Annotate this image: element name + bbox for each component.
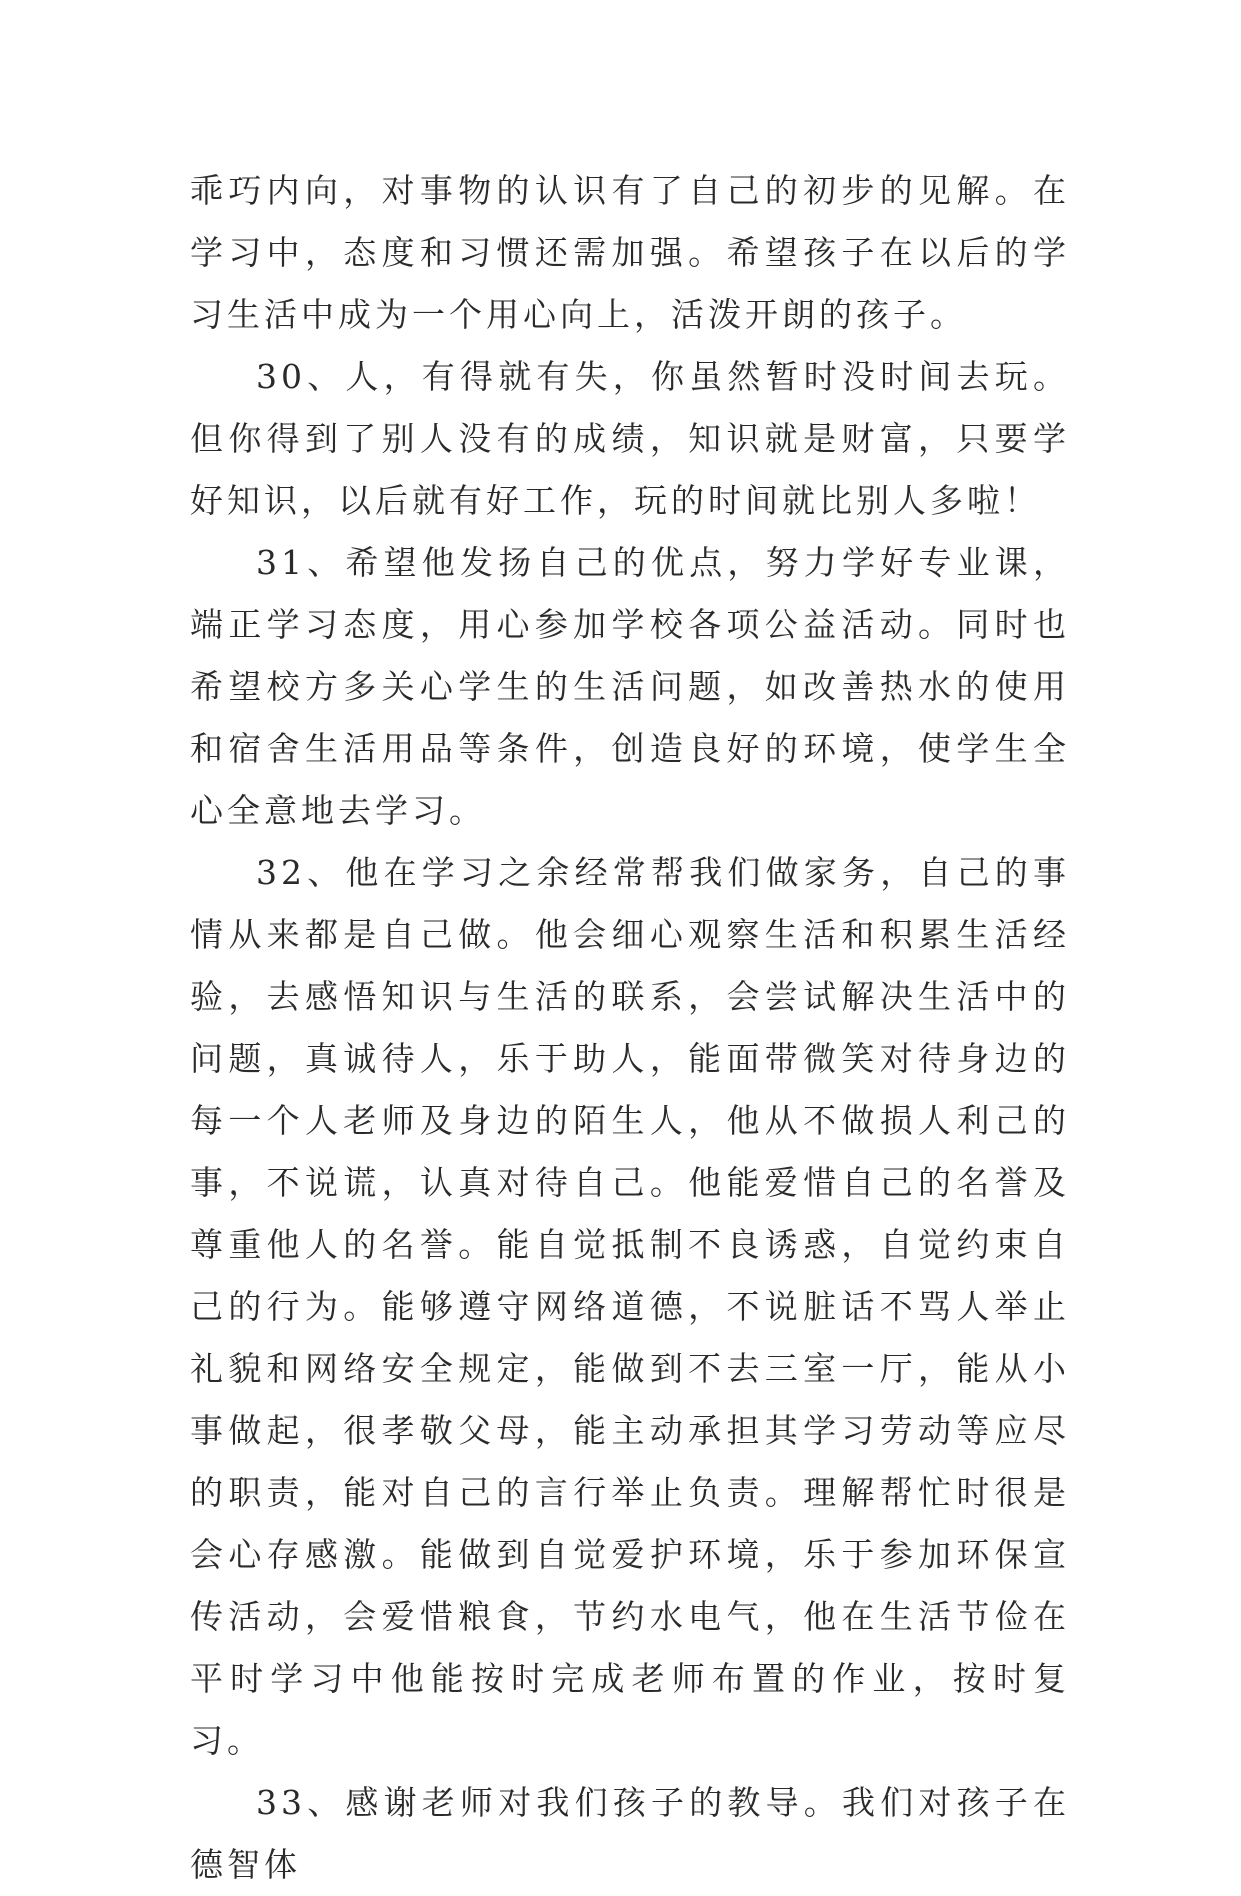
paragraph-continuation: 乖巧内向，对事物的认识有了自己的初步的见解。在学习中，态度和习惯还需加强。希望孩子在以后的学习生活中成为一个用心向上，活泼开朗的孩子。 [190, 171, 1070, 334]
paragraph-33: 33、感谢老师对我们孩子的教导。我们对孩子在德智体 [190, 1783, 1070, 1884]
body-text [190, 160, 1070, 1896]
paragraph-31: 31、希望他发扬自己的优点，努力学好专业课，端正学习态度，用心参加学校各项公益活动。同时也希望校方多关心学生的生活问题，如改善热水的使用和宿舍生活用品等条件，创造良好的环境，使学生全心全意地去学习。 [190, 543, 1070, 830]
paragraph-32: 32、他在学习之余经常帮我们做家务，自己的事情从来都是自己做。他会细心观察生活和积累生活经验，去感悟知识与生活的联系，会尝试解决生活中的问题，真诚待人，乐于助人，能面带微笑对待身边的每一个人老师及身边的陌生人，他从不做损人利己的事，不说谎，认真对待自己。他能爱惜自己的名誉及尊重他人的名誉。能自觉抵制不良诱惑，自觉约束自己的行为。能够遵守网络道德，不说脏话不骂人举止礼貌和网络安全规定，能做到不去三室一厅，能从小事做起，很孝敬父母，能主动承担其学习劳动等应尽的职责，能对自己的言行举止负责。理解帮忙时很是会心存感激。能做到自觉爱护环境，乐于参加环保宣传活动，会爱惜粮食，节约水电气，他在生活节俭在平时学习中他能按时完成老师布置的作业，按时复习。 [190, 853, 1070, 1760]
paragraph-30: 30、人，有得就有失，你虽然暂时没时间去玩。但你得到了别人没有的成绩，知识就是财富，只要学好知识，以后就有好工作，玩的时间就比别人多啦！ [190, 357, 1070, 520]
